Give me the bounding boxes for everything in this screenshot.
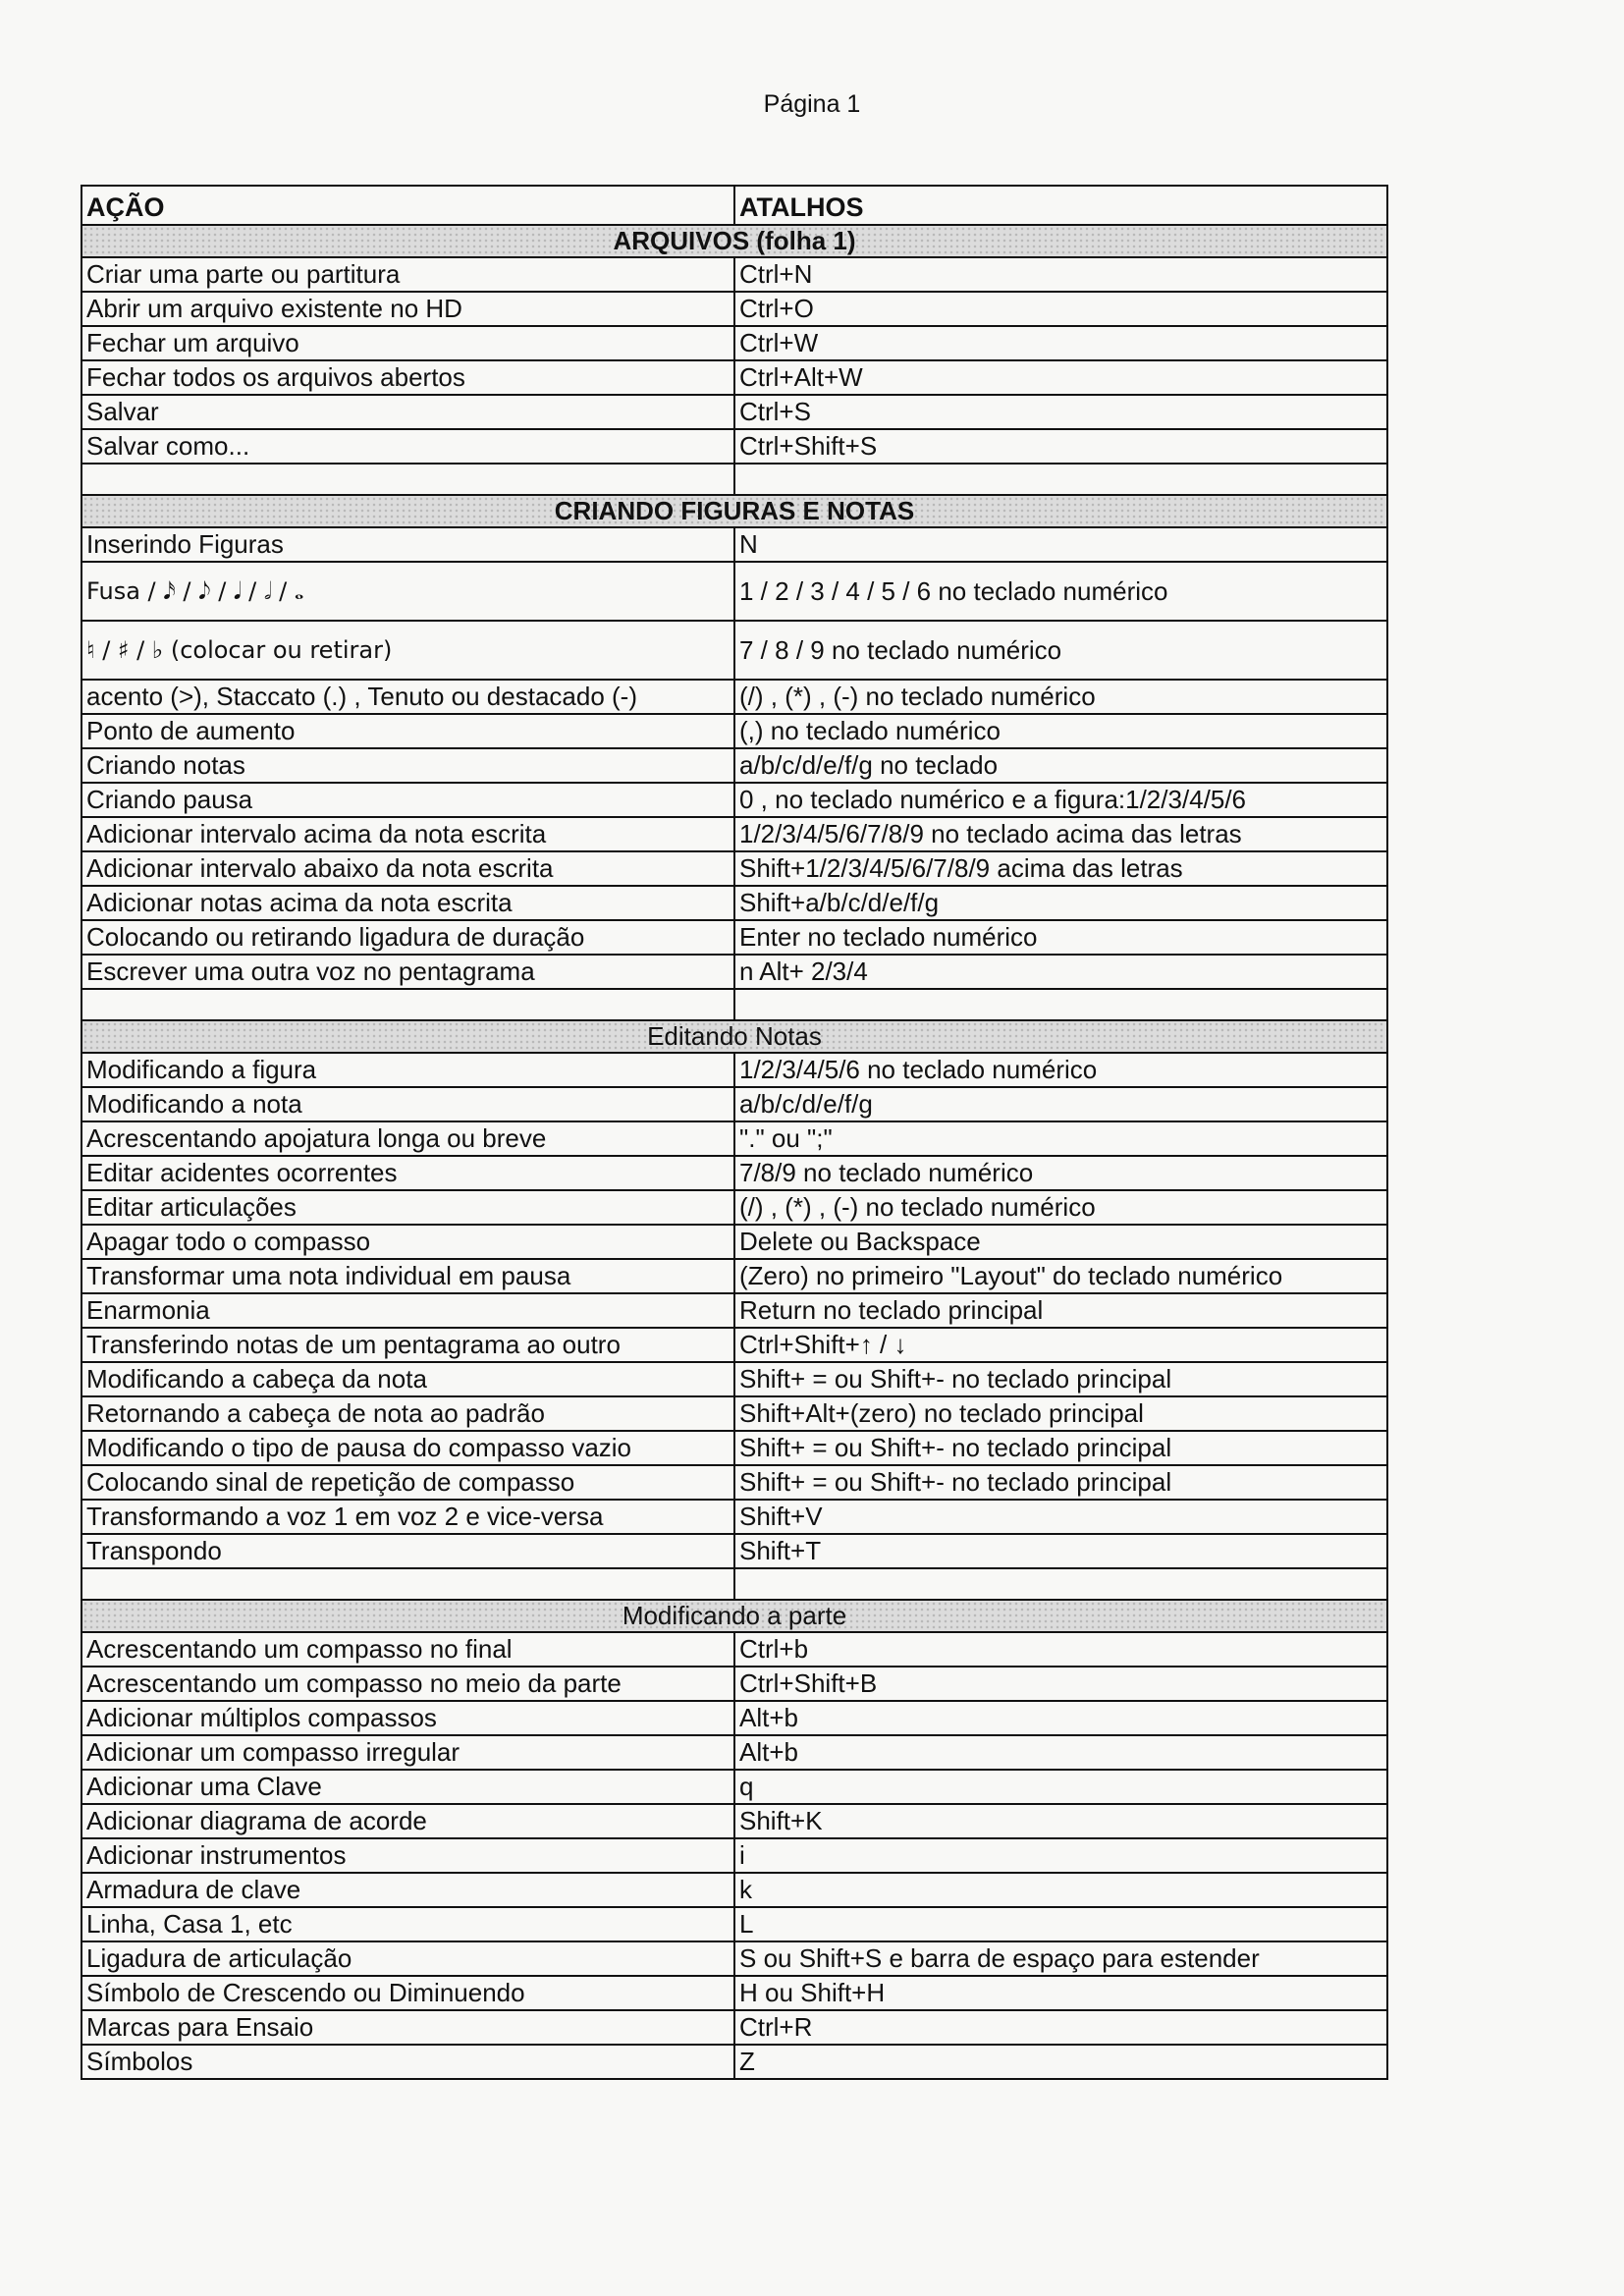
shortcut-cell: n Alt+ 2/3/4 bbox=[734, 955, 1387, 989]
shortcut-cell: Ctrl+W bbox=[734, 326, 1387, 360]
table-row bbox=[81, 1087, 1387, 1121]
blank-row bbox=[81, 989, 1387, 1020]
table-row bbox=[81, 783, 1387, 817]
table-row bbox=[81, 714, 1387, 748]
action-cell: Marcas para Ensaio bbox=[81, 2010, 734, 2045]
action-cell: Adicionar intervalo abaixo da nota escrita bbox=[81, 851, 734, 886]
table-row bbox=[81, 1770, 1387, 1804]
shortcut-cell: Ctrl+R bbox=[734, 2010, 1387, 2045]
action-cell: Linha, Casa 1, etc bbox=[81, 1907, 734, 1941]
table-row bbox=[81, 1976, 1387, 2010]
table-row bbox=[81, 680, 1387, 714]
section-title: Modificando a parte bbox=[81, 1600, 1387, 1632]
section-header bbox=[81, 1600, 1387, 1632]
table-row bbox=[81, 1907, 1387, 1941]
action-cell: Modificando a nota bbox=[81, 1087, 734, 1121]
shortcut-cell: Ctrl+Shift+B bbox=[734, 1667, 1387, 1701]
table-row bbox=[81, 360, 1387, 395]
page-title: Página 1 bbox=[763, 90, 861, 118]
action-cell: Transformando a voz 1 em voz 2 e vice-versa bbox=[81, 1500, 734, 1534]
action-cell: Transferindo notas de um pentagrama ao outro bbox=[81, 1328, 734, 1362]
shortcut-cell: "." ou ";" bbox=[734, 1121, 1387, 1156]
action-cell: Adicionar diagrama de acorde bbox=[81, 1804, 734, 1838]
shortcut-cell: (/) , (*) , (-) no teclado numérico bbox=[734, 680, 1387, 714]
section-header bbox=[81, 225, 1387, 257]
action-cell: ♮ / ♯ / ♭ (colocar ou retirar) bbox=[81, 621, 734, 680]
blank-cell bbox=[81, 464, 734, 495]
shortcut-cell: Ctrl+b bbox=[734, 1632, 1387, 1667]
action-cell: Editar acidentes ocorrentes bbox=[81, 1156, 734, 1190]
blank-cell bbox=[81, 1568, 734, 1600]
action-cell: Salvar como... bbox=[81, 429, 734, 464]
shortcut-cell: Ctrl+Alt+W bbox=[734, 360, 1387, 395]
table-row bbox=[81, 748, 1387, 783]
table-row bbox=[81, 1156, 1387, 1190]
action-cell: Adicionar um compasso irregular bbox=[81, 1735, 734, 1770]
table-row bbox=[81, 1431, 1387, 1465]
table-row bbox=[81, 527, 1387, 562]
shortcut-cell: Shift+1/2/3/4/5/6/7/8/9 acima das letras bbox=[734, 851, 1387, 886]
action-cell: Acrescentando apojatura longa ou breve bbox=[81, 1121, 734, 1156]
table-row bbox=[81, 395, 1387, 429]
table-row bbox=[81, 621, 1387, 680]
table-row bbox=[81, 1465, 1387, 1500]
table-row bbox=[81, 1225, 1387, 1259]
blank-cell bbox=[734, 989, 1387, 1020]
section-header bbox=[81, 1020, 1387, 1053]
action-cell: Retornando a cabeça de nota ao padrão bbox=[81, 1396, 734, 1431]
blank-cell bbox=[81, 989, 734, 1020]
table-row bbox=[81, 257, 1387, 292]
shortcut-cell: Alt+b bbox=[734, 1735, 1387, 1770]
blank-cell bbox=[734, 1568, 1387, 1600]
action-cell: Apagar todo o compasso bbox=[81, 1225, 734, 1259]
shortcut-cell: Shift+T bbox=[734, 1534, 1387, 1568]
shortcut-cell: (,) no teclado numérico bbox=[734, 714, 1387, 748]
section-title: CRIANDO FIGURAS E NOTAS bbox=[81, 495, 1387, 527]
action-cell: Transformar uma nota individual em pausa bbox=[81, 1259, 734, 1293]
action-cell: Inserindo Figuras bbox=[81, 527, 734, 562]
action-cell: Escrever uma outra voz no pentagrama bbox=[81, 955, 734, 989]
table-row bbox=[81, 1804, 1387, 1838]
action-cell: Fechar um arquivo bbox=[81, 326, 734, 360]
table-row bbox=[81, 1396, 1387, 1431]
table-row bbox=[81, 1873, 1387, 1907]
table-row bbox=[81, 292, 1387, 326]
action-cell: Símbolo de Crescendo ou Diminuendo bbox=[81, 1976, 734, 2010]
shortcut-cell: 7/8/9 no teclado numérico bbox=[734, 1156, 1387, 1190]
shortcut-cell: Enter no teclado numérico bbox=[734, 920, 1387, 955]
blank-row bbox=[81, 1568, 1387, 1600]
shortcut-cell: Delete ou Backspace bbox=[734, 1225, 1387, 1259]
shortcut-cell: Z bbox=[734, 2045, 1387, 2079]
table-row bbox=[81, 562, 1387, 621]
header-shortcut: ATALHOS bbox=[734, 186, 1387, 225]
header-action: AÇÃO bbox=[81, 186, 734, 225]
shortcut-cell: q bbox=[734, 1770, 1387, 1804]
shortcut-cell: (Zero) no primeiro "Layout" do teclado numérico bbox=[734, 1259, 1387, 1293]
table-row bbox=[81, 1735, 1387, 1770]
table-row bbox=[81, 851, 1387, 886]
shortcuts-table bbox=[81, 185, 1388, 2080]
section-title: ARQUIVOS (folha 1) bbox=[81, 225, 1387, 257]
blank-cell bbox=[734, 464, 1387, 495]
shortcut-cell: Ctrl+N bbox=[734, 257, 1387, 292]
shortcut-cell: L bbox=[734, 1907, 1387, 1941]
shortcut-cell: 1/2/3/4/5/6/7/8/9 no teclado acima das letras bbox=[734, 817, 1387, 851]
action-cell: Colocando sinal de repetição de compasso bbox=[81, 1465, 734, 1500]
action-cell: Criar uma parte ou partitura bbox=[81, 257, 734, 292]
table-row bbox=[81, 1632, 1387, 1667]
table-row bbox=[81, 1328, 1387, 1362]
shortcut-cell: Shift+ = ou Shift+- no teclado principal bbox=[734, 1362, 1387, 1396]
action-cell: Armadura de clave bbox=[81, 1873, 734, 1907]
action-cell: Enarmonia bbox=[81, 1293, 734, 1328]
action-cell: Modificando a figura bbox=[81, 1053, 734, 1087]
table-row bbox=[81, 955, 1387, 989]
action-cell: Símbolos bbox=[81, 2045, 734, 2079]
shortcut-cell: S ou Shift+S e barra de espaço para estender bbox=[734, 1941, 1387, 1976]
shortcut-cell: Shift+a/b/c/d/e/f/g bbox=[734, 886, 1387, 920]
action-cell: Colocando ou retirando ligadura de duração bbox=[81, 920, 734, 955]
shortcut-cell: Return no teclado principal bbox=[734, 1293, 1387, 1328]
table-row bbox=[81, 886, 1387, 920]
blank-row bbox=[81, 464, 1387, 495]
table-row bbox=[81, 1701, 1387, 1735]
table-row bbox=[81, 1259, 1387, 1293]
shortcut-cell: Ctrl+O bbox=[734, 292, 1387, 326]
table-row bbox=[81, 1293, 1387, 1328]
table-row bbox=[81, 2010, 1387, 2045]
shortcut-cell: 0 , no teclado numérico e a figura:1/2/3/4/5/6 bbox=[734, 783, 1387, 817]
shortcut-cell: Ctrl+S bbox=[734, 395, 1387, 429]
action-cell: Criando pausa bbox=[81, 783, 734, 817]
shortcut-cell: Shift+K bbox=[734, 1804, 1387, 1838]
action-cell: Adicionar notas acima da nota escrita bbox=[81, 886, 734, 920]
action-cell: Salvar bbox=[81, 395, 734, 429]
action-cell: Fusa / 𝅘𝅥𝅯 / 𝅘𝅥𝅮 / 𝅘𝅥 / 𝅗𝅥 / 𝅝 bbox=[81, 562, 734, 621]
shortcut-cell: Shift+Alt+(zero) no teclado principal bbox=[734, 1396, 1387, 1431]
action-cell: Ligadura de articulação bbox=[81, 1941, 734, 1976]
action-cell: Modificando o tipo de pausa do compasso vazio bbox=[81, 1431, 734, 1465]
section-header bbox=[81, 495, 1387, 527]
shortcut-cell: (/) , (*) , (-) no teclado numérico bbox=[734, 1190, 1387, 1225]
shortcut-cell: 7 / 8 / 9 no teclado numérico bbox=[734, 621, 1387, 680]
action-cell: Adicionar intervalo acima da nota escrita bbox=[81, 817, 734, 851]
table-row bbox=[81, 1534, 1387, 1568]
shortcut-cell: Ctrl+Shift+↑ / ↓ bbox=[734, 1328, 1387, 1362]
table-row bbox=[81, 1667, 1387, 1701]
action-cell: Abrir um arquivo existente no HD bbox=[81, 292, 734, 326]
table-row bbox=[81, 326, 1387, 360]
shortcut-cell: Shift+V bbox=[734, 1500, 1387, 1534]
action-cell: Transpondo bbox=[81, 1534, 734, 1568]
section-title: Editando Notas bbox=[81, 1020, 1387, 1053]
table-body bbox=[81, 225, 1387, 2079]
action-cell: Fechar todos os arquivos abertos bbox=[81, 360, 734, 395]
table-row bbox=[81, 1362, 1387, 1396]
shortcut-cell: Ctrl+Shift+S bbox=[734, 429, 1387, 464]
table-row bbox=[81, 1500, 1387, 1534]
table-row bbox=[81, 1121, 1387, 1156]
table-row bbox=[81, 1941, 1387, 1976]
table-header-row bbox=[81, 186, 1387, 225]
action-cell: Acrescentando um compasso no final bbox=[81, 1632, 734, 1667]
action-cell: Adicionar uma Clave bbox=[81, 1770, 734, 1804]
table-row bbox=[81, 429, 1387, 464]
action-cell: Modificando a cabeça da nota bbox=[81, 1362, 734, 1396]
shortcut-cell: i bbox=[734, 1838, 1387, 1873]
action-cell: Adicionar instrumentos bbox=[81, 1838, 734, 1873]
shortcut-cell: k bbox=[734, 1873, 1387, 1907]
shortcut-cell: H ou Shift+H bbox=[734, 1976, 1387, 2010]
table-row bbox=[81, 920, 1387, 955]
table-row bbox=[81, 1053, 1387, 1087]
action-cell: Acrescentando um compasso no meio da parte bbox=[81, 1667, 734, 1701]
action-cell: Adicionar múltiplos compassos bbox=[81, 1701, 734, 1735]
shortcut-cell: a/b/c/d/e/f/g no teclado bbox=[734, 748, 1387, 783]
shortcut-cell: Alt+b bbox=[734, 1701, 1387, 1735]
table-row bbox=[81, 2045, 1387, 2079]
shortcut-cell: Shift+ = ou Shift+- no teclado principal bbox=[734, 1431, 1387, 1465]
shortcut-cell: a/b/c/d/e/f/g bbox=[734, 1087, 1387, 1121]
shortcut-cell: N bbox=[734, 527, 1387, 562]
shortcut-cell: 1/2/3/4/5/6 no teclado numérico bbox=[734, 1053, 1387, 1087]
table-row bbox=[81, 1838, 1387, 1873]
action-cell: Ponto de aumento bbox=[81, 714, 734, 748]
action-cell: Criando notas bbox=[81, 748, 734, 783]
table-row bbox=[81, 817, 1387, 851]
action-cell: acento (>), Staccato (.) , Tenuto ou destacado (-) bbox=[81, 680, 734, 714]
table-row bbox=[81, 1190, 1387, 1225]
shortcut-cell: 1 / 2 / 3 / 4 / 5 / 6 no teclado numérico bbox=[734, 562, 1387, 621]
shortcut-cell: Shift+ = ou Shift+- no teclado principal bbox=[734, 1465, 1387, 1500]
action-cell: Editar articulações bbox=[81, 1190, 734, 1225]
